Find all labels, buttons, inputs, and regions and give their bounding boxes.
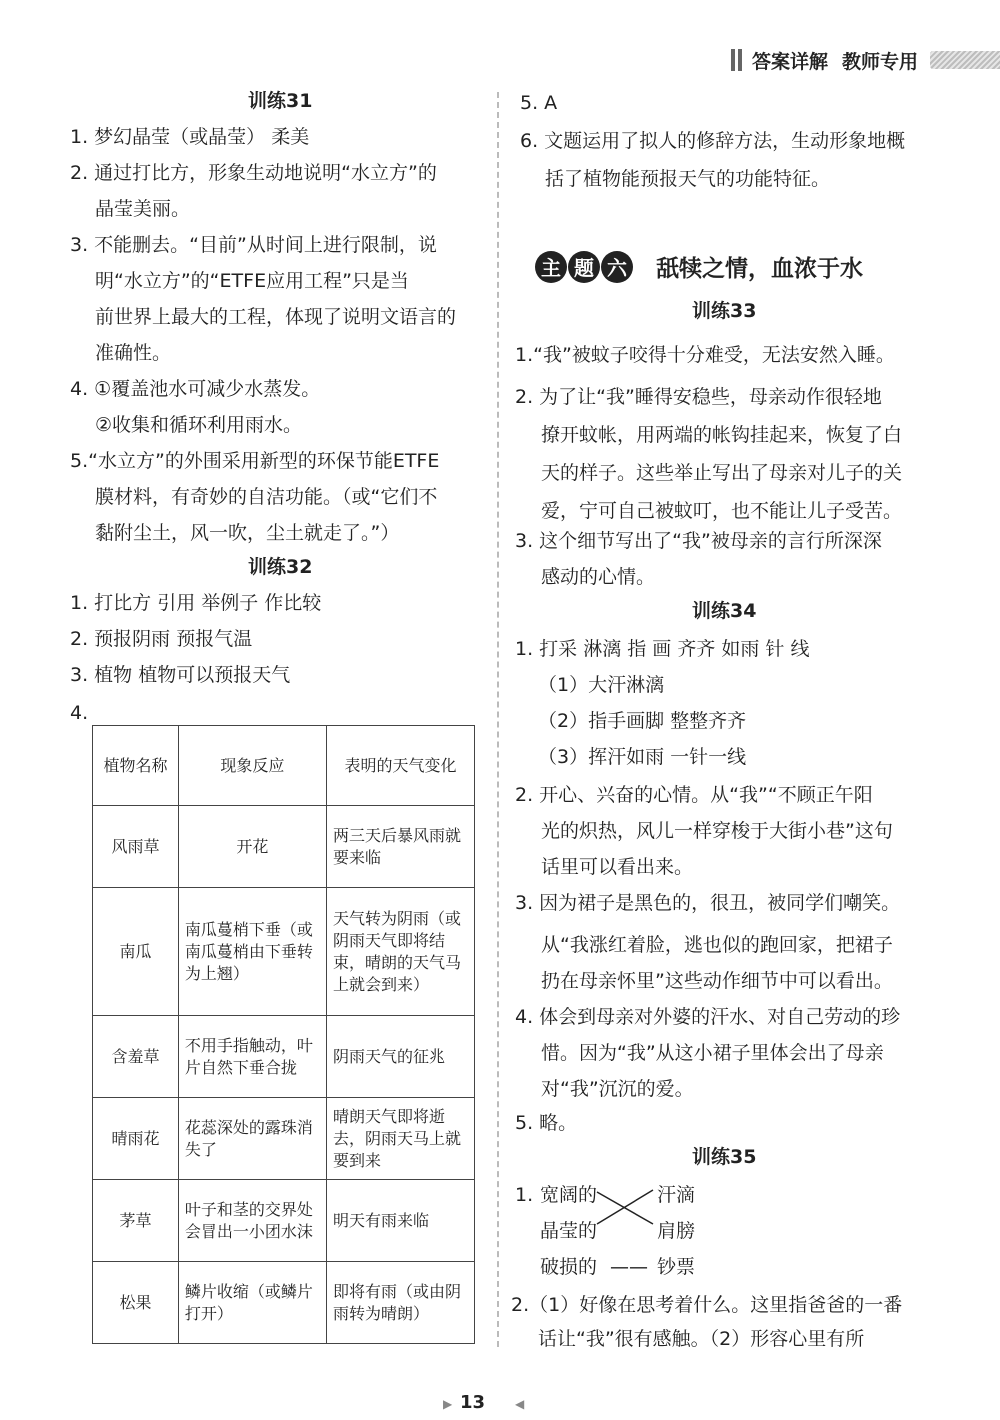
answer-line: 5.“水立方”的外围采用新型的环保节能ETFE xyxy=(70,450,440,472)
answer-line: 5. 略。 xyxy=(515,1112,578,1134)
answer-line: 3. 不能删去。“目前”从时间上进行限制，说 xyxy=(70,234,437,256)
section-title-31: 训练31 xyxy=(248,90,313,112)
answer-line: 前世界上最大的工程，体现了说明文语言的 xyxy=(95,306,457,328)
page-header xyxy=(731,44,1000,76)
answer-line: （1）大汗淋漓 xyxy=(538,674,665,696)
answer-line: 2.（1）好像在思考着什么。这里指爸爸的一番 xyxy=(511,1294,903,1316)
table-cell: 天气转为阴雨（或阴雨天气即将结束，晴朗的天气马上就会到来） xyxy=(326,888,474,1016)
match-left-item: 破损的 xyxy=(540,1256,598,1278)
answer-line: 2. 为了让“我”睡得安稳些，母亲动作很轻地 xyxy=(515,386,882,408)
page-next-arrow-icon: ◀ xyxy=(515,1397,525,1411)
answer-line: 2. 预报阴雨 预报气温 xyxy=(70,628,253,650)
answer-line: 5. A xyxy=(520,92,558,114)
answer-number: 1. xyxy=(515,1184,534,1206)
answer-line: 3. 植物 植物可以预报天气 xyxy=(70,664,291,686)
table-cell: 花蕊深处的露珠消失了 xyxy=(178,1098,326,1180)
answer-line: 准确性。 xyxy=(95,342,172,364)
match-right-item: 肩膀 xyxy=(657,1220,696,1242)
match-dash: —— xyxy=(610,1256,648,1278)
answer-line: （2）指手画脚 整整齐齐 xyxy=(538,710,747,732)
answer-line: 爱，宁可自己被蚊叮，也不能让儿子受苦。 xyxy=(541,500,903,522)
theme-heading xyxy=(535,250,863,283)
header-teacher: 教师专用 xyxy=(841,50,918,73)
table-cell: 叶子和茎的交界处会冒出一小团水沫 xyxy=(178,1180,326,1262)
header-answers: 答案详解 xyxy=(751,50,828,73)
table-cell: 两三天后暴风雨就要来临 xyxy=(326,806,474,888)
table-cell: 茅草 xyxy=(93,1180,179,1262)
table-cell: 含羞草 xyxy=(93,1016,179,1098)
table-row xyxy=(93,1262,475,1344)
answer-line: 对“我”沉沉的爱。 xyxy=(541,1078,694,1100)
answer-line: 话里可以看出来。 xyxy=(541,856,694,878)
answer-line: 明“水立方”的“ETFE应用工程”只是当 xyxy=(95,270,409,292)
section-title-33: 训练33 xyxy=(692,300,757,322)
match-left-item: 宽阔的 xyxy=(540,1184,598,1206)
table-cell: 明天有雨来临 xyxy=(326,1180,474,1262)
table-header-cell: 植物名称 xyxy=(93,726,179,806)
table-cell: 南瓜蔓梢下垂（或南瓜蔓梢由下垂转为上翘） xyxy=(178,888,326,1016)
answer-line: 黏附尘土，风一吹，尘土就走了。”） xyxy=(95,522,400,544)
answer-line: 话让“我”很有感触。（2）形容心里有所 xyxy=(538,1328,865,1350)
match-cross-lines xyxy=(595,1180,657,1230)
header-stripe-decoration xyxy=(930,51,1000,69)
answer-line: 膜材料，有奇妙的自洁功能。（或“它们不 xyxy=(95,486,438,508)
answer-line: ②收集和循环利用雨水。 xyxy=(95,414,303,436)
theme-badge: 主 xyxy=(535,251,567,283)
answer-line: （3）挥汗如雨 一针一线 xyxy=(538,746,747,768)
table-cell: 即将有雨（或由阴雨转为晴朗） xyxy=(326,1262,474,1344)
theme-title: 舐犊之情，血浓于水 xyxy=(656,256,863,282)
answer-line: 从“我涨红着脸，逃也似的跑回家，把裙子 xyxy=(541,934,893,956)
plant-weather-table xyxy=(92,725,475,1344)
header-bars-icon xyxy=(731,49,742,71)
table-cell: 松果 xyxy=(93,1262,179,1344)
answer-line: 2. 通过打比方，形象生动地说明“水立方”的 xyxy=(70,162,437,184)
table-row xyxy=(93,1016,475,1098)
answer-line: 4. ①覆盖池水可减少水蒸发。 xyxy=(70,378,321,400)
table-header-row xyxy=(93,726,475,806)
table-cell: 开花 xyxy=(178,806,326,888)
answer-line: 惜。因为“我”从这小裙子里体会出了母亲 xyxy=(541,1042,884,1064)
answer-line: 光的炽热，风儿一样穿梭于大街小巷”这句 xyxy=(541,820,893,842)
answer-line: 撩开蚊帐，用两端的帐钩挂起来，恢复了白 xyxy=(541,424,903,446)
answer-line: 4. xyxy=(70,702,89,724)
answer-line: 1.“我”被蚊子咬得十分难受，无法安然入睡。 xyxy=(515,344,895,366)
answer-line: 扔在母亲怀里”这些动作细节中可以看出。 xyxy=(541,970,893,992)
answer-line: 6. 文题运用了拟人的修辞方法，生动形象地概 xyxy=(520,130,906,152)
table-cell: 风雨草 xyxy=(93,806,179,888)
answer-line: 天的样子。这些举止写出了母亲对儿子的关 xyxy=(541,462,903,484)
table-row xyxy=(93,806,475,888)
answer-line: 1. 梦幻晶莹（或晶莹） 柔美 xyxy=(70,126,310,148)
table-cell: 不用手指触动，叶片自然下垂合拢 xyxy=(178,1016,326,1098)
page-number: 13 xyxy=(460,1392,486,1413)
answer-line: 1. 打比方 引用 举例子 作比较 xyxy=(70,592,322,614)
answer-line: 括了植物能预报天气的功能特征。 xyxy=(545,168,831,190)
answer-line: 2. 开心、兴奋的心情。从“我”“不顾正午阳 xyxy=(515,784,873,806)
table-cell: 晴雨花 xyxy=(93,1098,179,1180)
answer-line: 1. 打采 淋漓 指 画 齐齐 如雨 针 线 xyxy=(515,638,810,660)
page-prev-arrow-icon: ▶ xyxy=(443,1397,453,1411)
column-divider xyxy=(497,92,499,1347)
table-header-cell: 现象反应 xyxy=(178,726,326,806)
match-right-item: 钞票 xyxy=(657,1256,696,1278)
table-row xyxy=(93,1098,475,1180)
theme-badge: 题 xyxy=(568,251,600,283)
table-cell: 晴朗天气即将逝去，阴雨天马上就要到来 xyxy=(326,1098,474,1180)
answer-line: 4. 体会到母亲对外婆的汗水、对自己劳动的珍 xyxy=(515,1006,901,1028)
section-title-35: 训练35 xyxy=(692,1146,757,1168)
table-cell: 南瓜 xyxy=(93,888,179,1016)
section-title-32: 训练32 xyxy=(248,556,313,578)
table-row xyxy=(93,888,475,1016)
table-cell: 鳞片收缩（或鳞片打开） xyxy=(178,1262,326,1344)
match-left-item: 晶莹的 xyxy=(540,1220,598,1242)
answer-line: 3. 因为裙子是黑色的，很丑，被同学们嘲笑。 xyxy=(515,892,901,914)
table-row xyxy=(93,1180,475,1262)
answer-line: 晶莹美丽。 xyxy=(95,198,191,220)
answer-line: 感动的心情。 xyxy=(541,566,656,588)
table-cell: 阴雨天气的征兆 xyxy=(326,1016,474,1098)
answer-line: 3. 这个细节写出了“我”被母亲的言行所深深 xyxy=(515,530,882,552)
table-header-cell: 表明的天气变化 xyxy=(326,726,474,806)
theme-badge: 六 xyxy=(601,251,633,283)
section-title-34: 训练34 xyxy=(692,600,757,622)
match-right-item: 汗滴 xyxy=(657,1184,696,1206)
